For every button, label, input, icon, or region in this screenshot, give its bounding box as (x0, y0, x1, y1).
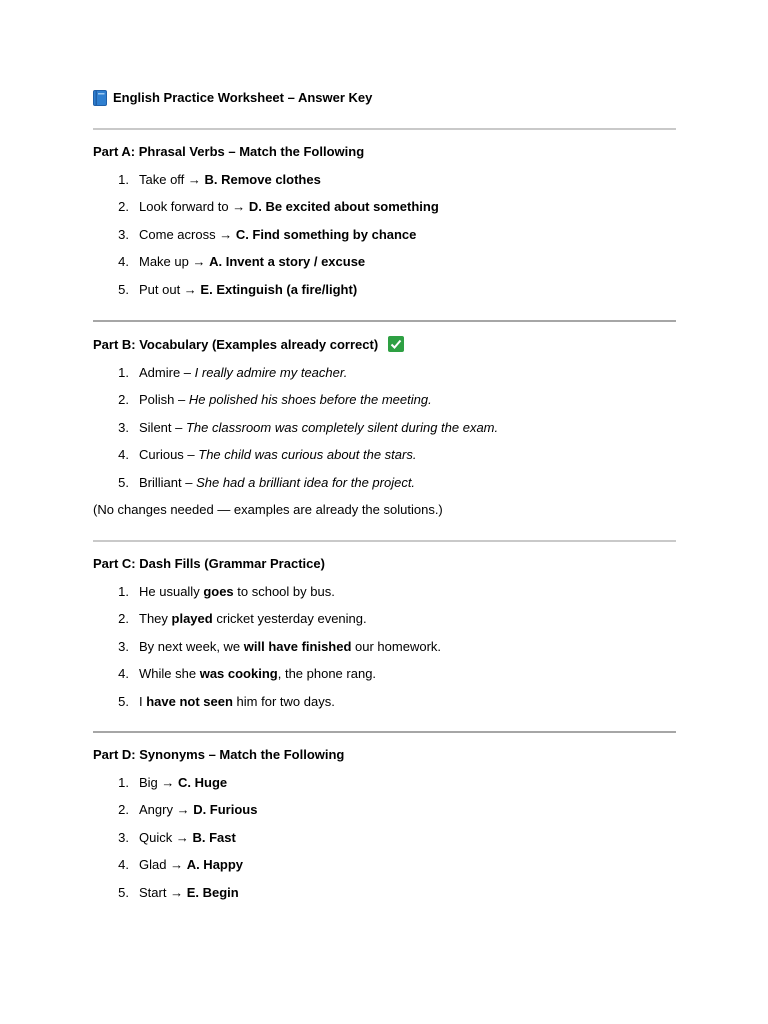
part-c-list (93, 583, 441, 720)
list-item (93, 391, 498, 418)
part-a-heading: Part A: Phrasal Verbs – Match the Following (93, 144, 365, 159)
item-number: 4. (118, 254, 129, 270)
item-prompt: Look forward to → (139, 199, 249, 215)
item-number: 2. (118, 802, 129, 818)
divider (93, 320, 676, 322)
item-answer: C. Huge (178, 775, 228, 790)
divider (93, 540, 676, 542)
item-answer: B. Remove clothes (204, 172, 321, 187)
list-item (93, 446, 498, 473)
item-word: Brilliant – (139, 474, 197, 490)
part-b-heading-text: Part B: Vocabulary (Examples already correct) (93, 337, 379, 352)
item-answer: will have finished (243, 638, 352, 654)
list-item (93, 665, 441, 692)
list-item (93, 583, 441, 610)
part-b-heading (93, 336, 404, 353)
item-prompt: Put out → (139, 281, 201, 297)
item-after: our homework. (351, 638, 442, 654)
item-prompt: Angry → (139, 802, 194, 818)
item-answer: E. Begin (186, 884, 239, 900)
item-example: She had a brilliant idea for the project. (196, 474, 416, 490)
part-d-list (93, 774, 257, 911)
item-answer: B. Fast (192, 829, 236, 845)
list-item (93, 226, 439, 253)
list-item (93, 856, 257, 883)
part-b-list (93, 364, 498, 501)
item-answer: goes (203, 584, 234, 599)
item-answer: E. Extinguish (a fire/light) (200, 281, 358, 297)
item-number: 1. (118, 365, 129, 380)
item-number: 5. (118, 281, 129, 297)
item-prompt: Glad → (139, 857, 187, 873)
list-item (93, 693, 441, 720)
item-before: He usually (139, 584, 204, 599)
item-number: 4. (118, 447, 129, 463)
item-before: They (139, 611, 172, 627)
item-before: By next week, we (139, 638, 244, 654)
list-item (93, 171, 439, 198)
item-number: 5. (118, 693, 129, 709)
item-number: 2. (118, 199, 129, 215)
item-prompt: Start → (139, 884, 187, 900)
item-word: Admire – (139, 365, 195, 380)
item-number: 3. (118, 829, 129, 845)
list-item (93, 198, 439, 225)
item-number: 3. (118, 419, 129, 435)
list-item (93, 774, 257, 801)
green-check-icon (388, 336, 404, 352)
item-answer: was cooking (199, 666, 278, 682)
item-number: 3. (118, 638, 129, 654)
worksheet-title (93, 89, 372, 106)
item-prompt: Come across → (139, 226, 236, 242)
item-prompt: Big → (139, 775, 179, 790)
item-word: Silent – (139, 419, 186, 435)
item-before: While she (139, 666, 200, 682)
blue-book-icon (93, 90, 107, 106)
item-number: 4. (118, 666, 129, 682)
item-number: 1. (118, 172, 129, 187)
list-item (93, 281, 439, 308)
list-item (93, 419, 498, 446)
item-answer: C. Find something by chance (235, 226, 417, 242)
list-item (93, 801, 257, 828)
item-answer: A. Invent a story / excuse (209, 254, 366, 270)
item-after: , the phone rang. (277, 666, 377, 682)
part-a-list (93, 171, 439, 308)
item-example: The classroom was completely silent during the exam. (185, 419, 499, 435)
list-item (93, 610, 441, 637)
item-answer: D. Furious (193, 802, 258, 818)
list-item (93, 253, 439, 280)
part-d-heading: Part D: Synonyms – Match the Following (93, 747, 345, 762)
item-before: I (139, 693, 147, 709)
item-answer: A. Happy (186, 857, 244, 873)
item-number: 5. (118, 884, 129, 900)
item-example: I really admire my teacher. (194, 365, 348, 380)
item-number: 3. (118, 226, 129, 242)
item-prompt: Take off → (139, 172, 205, 187)
item-number: 5. (118, 474, 129, 490)
item-after: to school by bus. (233, 584, 335, 599)
item-prompt: Make up → (139, 254, 210, 270)
list-item (93, 474, 498, 501)
title-text: English Practice Worksheet – Answer Key (113, 90, 373, 105)
item-after: him for two days. (232, 693, 335, 709)
item-after: cricket yesterday evening. (212, 611, 367, 627)
item-prompt: Quick → (139, 829, 193, 845)
part-c-heading: Part C: Dash Fills (Grammar Practice) (93, 556, 325, 571)
list-item (93, 884, 257, 911)
item-number: 1. (118, 775, 129, 790)
divider (93, 731, 676, 733)
item-word: Curious – (139, 447, 199, 463)
item-number: 1. (118, 584, 129, 599)
divider (93, 128, 676, 130)
item-example: He polished his shoes before the meeting. (188, 392, 432, 408)
item-answer: have not seen (146, 693, 233, 709)
item-number: 4. (118, 857, 129, 873)
part-b-note: (No changes needed — examples are already the solutions.) (93, 502, 443, 517)
item-number: 2. (118, 392, 129, 408)
list-item (93, 829, 257, 856)
item-answer: D. Be excited about something (248, 199, 439, 215)
item-example: The child was curious about the stars. (198, 447, 417, 463)
list-item (93, 638, 441, 665)
item-answer: played (171, 611, 213, 627)
item-word: Polish – (139, 392, 189, 408)
item-number: 2. (118, 611, 129, 627)
list-item (93, 364, 498, 391)
